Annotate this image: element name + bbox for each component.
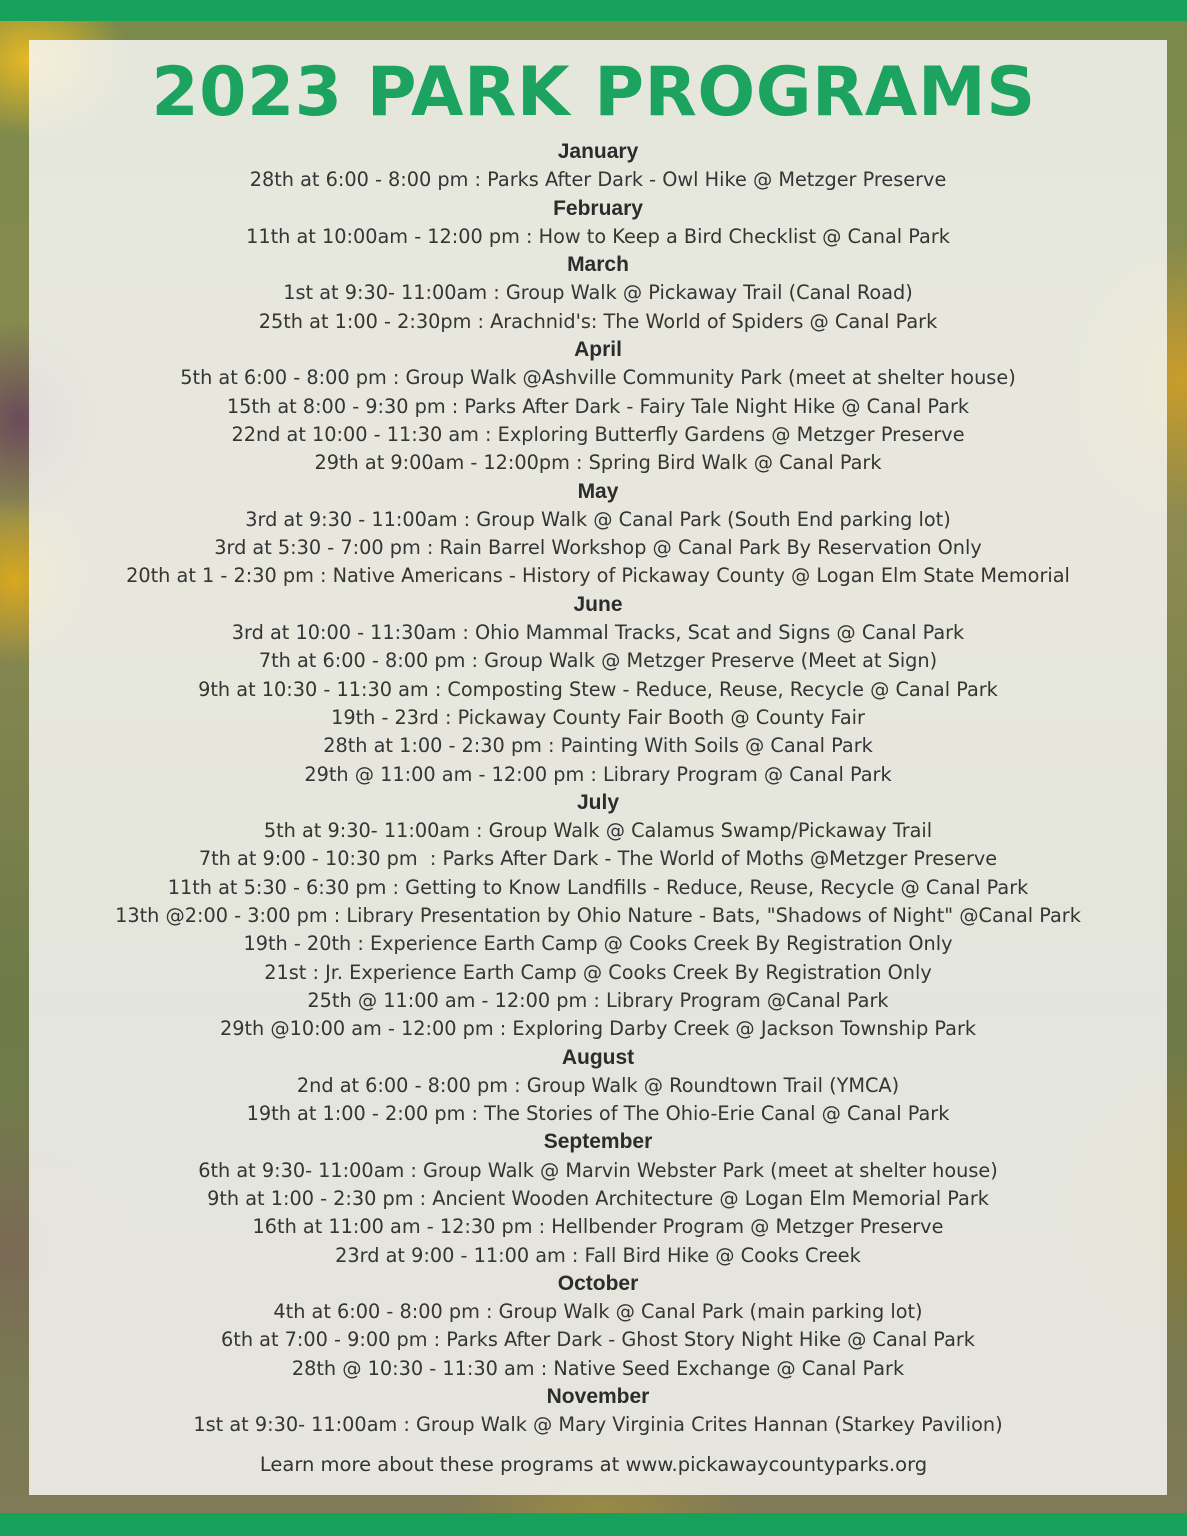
program-event: 28th @ 10:30 - 11:30 am : Native Seed Exchange @ Canal Park (291, 1356, 905, 1380)
program-event: 16th at 11:00 am - 12:30 pm : Hellbender Program @ Metzger Preserve (252, 1215, 944, 1239)
program-event: 7th at 6:00 - 8:00 pm : Group Walk @ Metzger Preserve (Meet at Sign) (258, 649, 938, 673)
program-event: 5th at 6:00 - 8:00 pm : Group Walk @Ashville Community Park (meet at shelter house) (180, 366, 1016, 390)
program-event: 15th at 8:00 - 9:30 pm : Parks After Dark - Fairy Tale Night Hike @ Canal Park (226, 394, 970, 418)
program-event: 21st : Jr. Experience Earth Camp @ Cooks Creek By Registration Only (264, 960, 932, 984)
month-heading: November (546, 1385, 650, 1409)
program-event: 25th at 1:00 - 2:30pm : Arachnid's: The World of Spiders @ Canal Park (258, 309, 938, 333)
program-event: 19th - 23rd : Pickaway County Fair Booth @ County Fair (331, 705, 865, 729)
program-event: 28th at 6:00 - 8:00 pm : Parks After Dark - Owl Hike @ Metzger Preserve (249, 168, 947, 192)
program-event: 4th at 6:00 - 8:00 pm : Group Walk @ Canal Park (main parking lot) (273, 1300, 923, 1324)
program-event: 23rd at 9:00 - 11:00 am : Fall Bird Hike @ Cooks Creek (335, 1243, 861, 1267)
program-event: 3rd at 10:00 - 11:30am : Ohio Mammal Tracks, Scat and Signs @ Canal Park (231, 621, 965, 645)
top-accent-bar (0, 0, 1187, 21)
page-title: 2023 PARK PROGRAMS (151, 53, 1036, 132)
program-event: 1st at 9:30- 11:00am : Group Walk @ Pickaway Trail (Canal Road) (283, 281, 913, 305)
program-event: 9th at 10:30 - 11:30 am : Composting Stew - Reduce, Reuse, Recycle @ Canal Park (198, 677, 998, 701)
program-schedule (29, 138, 1167, 1440)
bottom-accent-bar (0, 1513, 1187, 1536)
program-event: 29th at 9:00am - 12:00pm : Spring Bird Walk @ Canal Park (314, 451, 882, 475)
program-event: 11th at 10:00am - 12:00 pm : How to Keep a Bird Checklist @ Canal Park (246, 224, 950, 248)
month-heading: February (553, 196, 643, 220)
program-event: 28th at 1:00 - 2:30 pm : Painting With Soils @ Canal Park (323, 734, 873, 758)
program-event: 29th @ 11:00 am - 12:00 pm : Library Program @ Canal Park (304, 762, 892, 786)
program-event: 29th @10:00 am - 12:00 pm : Exploring Darby Creek @ Jackson Township Park (219, 1017, 977, 1041)
program-event: 19th at 1:00 - 2:00 pm : The Stories of The Ohio-Erie Canal @ Canal Park (246, 1102, 950, 1126)
program-event: 2nd at 6:00 - 8:00 pm : Group Walk @ Roundtown Trail (YMCA) (296, 1073, 900, 1097)
program-event: 6th at 7:00 - 9:00 pm : Parks After Dark - Ghost Story Night Hike @ Canal Park (221, 1328, 975, 1352)
program-event: 3rd at 9:30 - 11:00am : Group Walk @ Canal Park (South End parking lot) (245, 507, 951, 531)
program-event: 25th @ 11:00 am - 12:00 pm : Library Program @Canal Park (307, 988, 889, 1012)
program-event: 7th at 9:00 - 10:30 pm : Parks After Dark - The World of Moths @Metzger Preserve (198, 847, 998, 871)
program-event: 20th at 1 - 2:30 pm : Native Americans - History of Pickaway County @ Logan Elm State Memorial (126, 564, 1070, 588)
program-event: 5th at 9:30- 11:00am : Group Walk @ Calamus Swamp/Pickaway Trail (263, 819, 933, 843)
program-event: 22nd at 10:00 - 11:30 am : Exploring Butterfly Gardens @ Metzger Preserve (231, 422, 965, 446)
month-heading: June (573, 592, 623, 616)
month-heading: March (567, 253, 629, 277)
month-heading: January (557, 140, 639, 163)
month-heading: April (574, 338, 622, 362)
program-event: 1st at 9:30- 11:00am : Group Walk @ Mary Virginia Crites Hannan (Starkey Pavilion) (193, 1413, 1003, 1437)
program-event: 19th - 20th : Experience Earth Camp @ Cooks Creek By Registration Only (243, 932, 953, 956)
program-event: 9th at 1:00 - 2:30 pm : Ancient Wooden Architecture @ Logan Elm Memorial Park (207, 1186, 989, 1210)
program-event: 3rd at 5:30 - 7:00 pm : Rain Barrel Workshop @ Canal Park By Reservation Only (214, 536, 982, 560)
month-heading: August (561, 1045, 635, 1069)
program-event: 13th @2:00 - 3:00 pm : Library Presentation by Ohio Nature - Bats, "Shadows of Night" @Canal Park (115, 904, 1081, 928)
month-heading: September (543, 1130, 653, 1154)
month-heading: October (557, 1271, 639, 1295)
program-event: 11th at 5:30 - 6:30 pm : Getting to Know Landfills - Reduce, Reuse, Recycle @ Canal Park (167, 875, 1029, 899)
footer-website-note: Learn more about these programs at www.pickawaycountyparks.org (259, 1453, 928, 1476)
month-heading: July (576, 790, 620, 814)
month-heading: May (577, 479, 619, 503)
program-event: 6th at 9:30- 11:00am : Group Walk @ Marvin Webster Park (meet at shelter house) (198, 1158, 998, 1182)
